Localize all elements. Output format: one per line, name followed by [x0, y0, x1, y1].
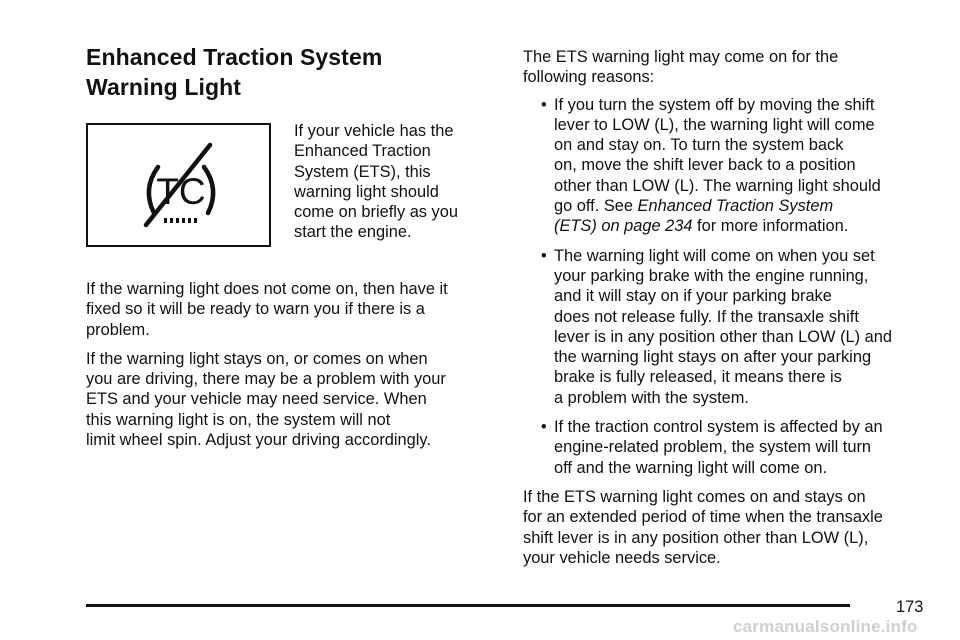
- list-item: [523, 95, 933, 237]
- bullet-icon: •: [541, 418, 547, 437]
- paragraph-line: for more information.: [692, 217, 849, 236]
- bullet-icon: •: [541, 95, 547, 114]
- paragraph-line: your parking brake with the engine running,: [554, 266, 869, 285]
- page-number: 173: [896, 598, 924, 616]
- paragraph-line: If the warning light stays on, or comes on when: [86, 349, 428, 368]
- paragraph-line: for an extended period of time when the transaxle: [523, 508, 883, 527]
- intro-line: If your vehicle has the: [294, 122, 454, 140]
- paragraph-line: off and the warning light will come on.: [554, 458, 828, 477]
- paragraph-line: does not release fully. If the transaxle shift: [554, 307, 859, 326]
- paragraph-line: shift lever is in any position other than LOW (L),: [523, 528, 869, 547]
- paragraph-line: problem.: [86, 320, 150, 339]
- list-item: [523, 417, 933, 478]
- paragraph-line: If you turn the system off by moving the shift: [554, 95, 875, 114]
- section-heading: [86, 42, 496, 102]
- paragraph-line: the warning light stays on after your parking: [554, 348, 872, 367]
- paragraph-line: a problem with the system.: [554, 388, 749, 407]
- paragraph-line: If the ETS warning light comes on and stays on: [523, 487, 866, 506]
- paragraph-line: brake is fully released, it means there is: [554, 368, 842, 387]
- paragraph-light-stays-on: [86, 349, 496, 450]
- paragraph-line: fixed so it will be ready to warn you if there is a: [86, 300, 425, 319]
- reasons-list: [523, 95, 933, 478]
- paragraph-line: engine-related problem, the system will turn: [554, 438, 872, 457]
- traction-control-off-icon: [88, 125, 269, 245]
- intro-line: start the engine.: [294, 223, 412, 242]
- intro-line: System (ETS), this: [294, 162, 431, 181]
- paragraph-line: on and stay on. To turn the system back: [554, 136, 844, 155]
- list-item-text: [554, 95, 933, 237]
- paragraph-line: lever to LOW (L), the warning light will come: [554, 115, 875, 134]
- paragraph-line: on, move the shift lever back to a position: [554, 156, 856, 175]
- intro-line: warning light should: [294, 182, 439, 201]
- intro-paragraph: [294, 121, 494, 243]
- paragraph-line: this warning light is on, the system will not: [86, 410, 391, 429]
- closing-paragraph: [523, 487, 933, 568]
- list-item-text: [554, 417, 933, 478]
- warning-light-icon-frame: [86, 123, 271, 247]
- intro-line: Enhanced Traction: [294, 142, 431, 161]
- traction-control-icon-label: TC: [156, 171, 206, 212]
- list-item: [523, 246, 933, 408]
- paragraph-line: ETS and your vehicle may need service. When: [86, 390, 427, 409]
- paragraph-line: you are driving, there may be a problem with your: [86, 370, 446, 389]
- paragraph-line: The ETS warning light may come on for the: [523, 48, 839, 66]
- cross-reference-link[interactable]: Enhanced Traction System: [637, 197, 834, 216]
- cross-reference-page[interactable]: (ETS) on page 234: [554, 217, 693, 236]
- bullet-icon: •: [541, 246, 547, 265]
- paragraph-line: lever is in any position other than LOW (L) and: [554, 327, 893, 346]
- watermark: carmanualsonline.info: [733, 617, 918, 636]
- paragraph-line: If the traction control system is affected by an: [554, 418, 883, 437]
- reasons-intro: [523, 47, 933, 88]
- intro-text: [294, 121, 494, 243]
- paragraph-line: other than LOW (L). The warning light should: [554, 176, 881, 195]
- paragraph-line: limit wheel spin. Adjust your driving accordingly.: [86, 431, 431, 450]
- paragraph-line: and it will stay on if your parking brake: [554, 287, 832, 306]
- list-item-text: [554, 246, 933, 408]
- paragraph-line: If the warning light does not come on, then have it: [86, 280, 448, 298]
- footer-rule: [86, 604, 850, 607]
- intro-row: [86, 121, 496, 271]
- intro-line: come on briefly as you: [294, 203, 458, 222]
- right-column: [523, 47, 933, 568]
- section-heading-line1: Enhanced Traction System: [86, 44, 383, 70]
- section-heading-line2: Warning Light: [86, 74, 242, 100]
- paragraph-light-not-on: [86, 279, 496, 340]
- paragraph-line: following reasons:: [523, 68, 655, 87]
- paragraph-line: your vehicle needs service.: [523, 548, 721, 567]
- paragraph-line: go off. See: [554, 197, 638, 216]
- left-column: [86, 42, 496, 450]
- paragraph-line: The warning light will come on when you set: [554, 246, 875, 265]
